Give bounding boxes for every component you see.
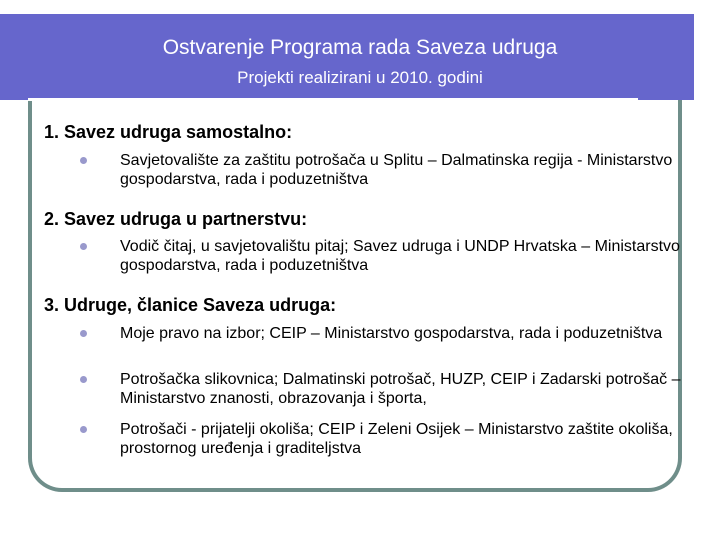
list-item: Moje pravo na izbor; CEIP – Ministarstvo gospodarstva, rada i poduzetništva (120, 325, 663, 342)
bullet-icon (80, 157, 87, 164)
section-heading-3: 3. Udruge, članice Saveza udruga: (44, 295, 337, 315)
section-heading-1: 1. Savez udruga samostalno: (44, 122, 293, 142)
bullet-icon (80, 330, 87, 337)
bullet-icon (80, 426, 87, 433)
section-heading-2: 2. Savez udruga u partnerstvu: (44, 209, 308, 229)
bullet-icon (80, 376, 87, 383)
banner-divider (28, 98, 638, 101)
list-item: Potrošači - prijatelji okoliša; CEIP i Zeleni Osijek – Ministarstvo zaštite okoliša, prostornog uređenja i graditeljstva (120, 421, 673, 457)
list-item: Vodič čitaj, u savjetovalištu pitaj; Savez udruga i UNDP Hrvatska – Ministarstvo gospodarstva, rada i poduzetništva (120, 238, 680, 274)
list-item: Potrošačka slikovnica; Dalmatinski potrošač, HUZP, CEIP i Zadarski potrošač – Ministarstvo znanosti, obrazovanja i športa, (120, 371, 681, 407)
list-item: Savjetovalište za zaštitu potrošača u Splitu – Dalmatinska regija - Ministarstvo gospodarstva, rada i poduzetništva (120, 152, 673, 188)
slide-title: Ostvarenje Programa rada Saveza udruga (162, 36, 558, 59)
slide-subtitle: Projekti realizirani u 2010. godini (237, 68, 483, 87)
bullet-icon (80, 243, 87, 250)
